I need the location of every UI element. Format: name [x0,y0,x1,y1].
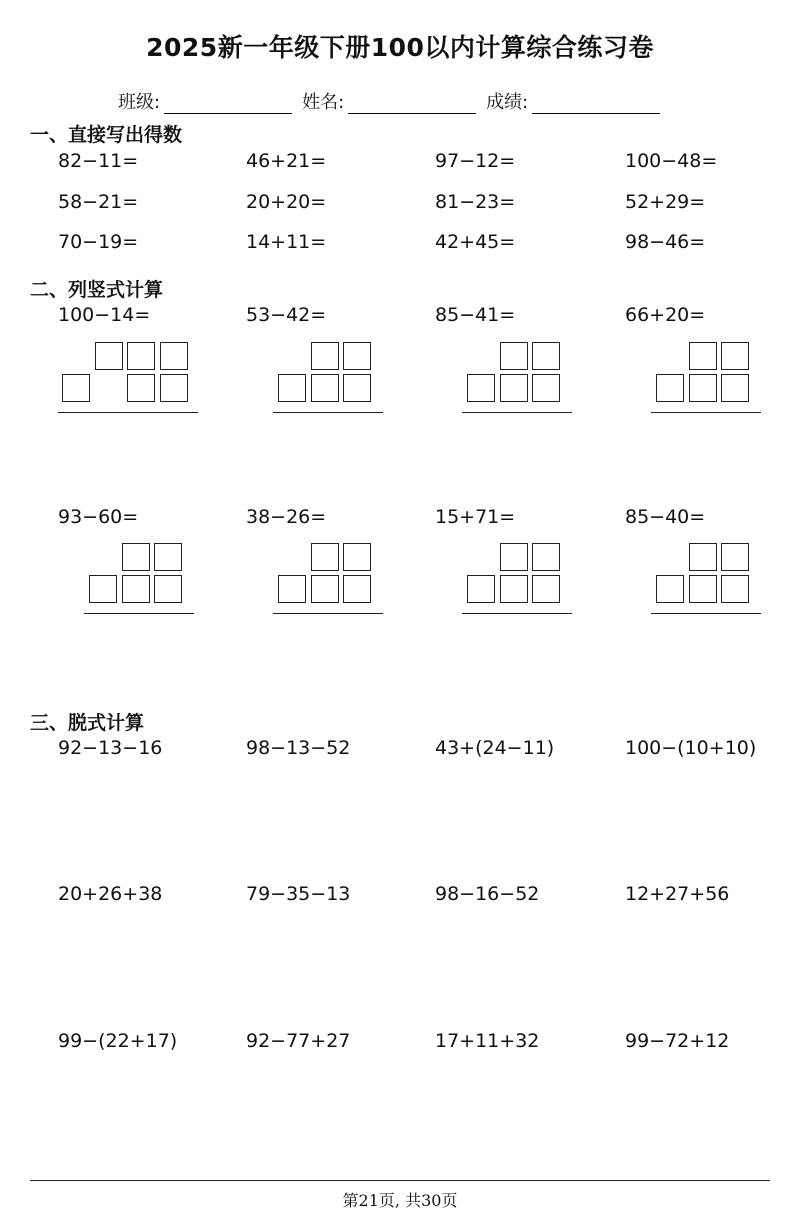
answer-box[interactable] [467,374,495,402]
answer-box[interactable] [721,374,749,402]
answer-box[interactable] [89,575,117,603]
answer-box[interactable] [532,342,560,370]
answer-box[interactable] [532,575,560,603]
problem: 42+45= [435,231,516,253]
answer-box[interactable] [278,374,306,402]
problem: 85−40= [625,506,706,528]
sum-line [462,412,572,413]
answer-box[interactable] [343,342,371,370]
class-label: 班级: [118,92,161,113]
answer-box[interactable] [343,543,371,571]
problem: 98−16−52 [435,883,540,905]
answer-box[interactable] [311,374,339,402]
answer-box[interactable] [343,575,371,603]
problem: 43+(24−11) [435,737,555,759]
score-label: 成绩: [486,92,529,113]
problem: 99−72+12 [625,1030,730,1052]
problem: 20+20= [246,191,327,213]
answer-box[interactable] [122,543,150,571]
page-number: 第21页, 共30页 [342,1191,458,1210]
problem: 100−(10+10) [625,737,757,759]
answer-box[interactable] [127,342,155,370]
answer-box[interactable] [467,575,495,603]
problem: 100−14= [58,304,151,326]
answer-box[interactable] [689,575,717,603]
problem: 12+27+56 [625,883,730,905]
problem: 100−48= [625,150,718,172]
answer-box[interactable] [343,374,371,402]
sum-line [58,412,198,413]
answer-box[interactable] [311,342,339,370]
answer-box[interactable] [154,575,182,603]
answer-box[interactable] [62,374,90,402]
problem: 20+26+38 [58,883,163,905]
sum-line [273,613,383,614]
answer-box[interactable] [95,342,123,370]
answer-box[interactable] [689,543,717,571]
answer-box[interactable] [532,543,560,571]
problem: 97−12= [435,150,516,172]
sum-line [651,613,761,614]
answer-box[interactable] [656,575,684,603]
answer-box[interactable] [127,374,155,402]
answer-box[interactable] [500,575,528,603]
page-title: 2025新一年级下册100以内计算综合练习卷 [146,33,654,62]
answer-box[interactable] [721,575,749,603]
sum-line [84,613,194,614]
problem: 98−46= [625,231,706,253]
problem: 66+20= [625,304,706,326]
answer-box[interactable] [500,342,528,370]
answer-box[interactable] [689,342,717,370]
problem: 46+21= [246,150,327,172]
sum-line [462,613,572,614]
problem: 92−13−16 [58,737,163,759]
answer-box[interactable] [500,374,528,402]
problem: 92−77+27 [246,1030,351,1052]
section-heading-direct: 一、直接写出得数 [30,124,183,146]
answer-box[interactable] [160,374,188,402]
name-blank[interactable] [348,95,476,114]
problem: 98−13−52 [246,737,351,759]
answer-box[interactable] [656,374,684,402]
answer-box[interactable] [154,543,182,571]
student-info-row [118,88,670,114]
name-label: 姓名: [302,92,345,113]
answer-box[interactable] [311,575,339,603]
score-blank[interactable] [532,95,660,114]
problem: 82−11= [58,150,139,172]
problem: 85−41= [435,304,516,326]
problem: 79−35−13 [246,883,351,905]
answer-box[interactable] [532,374,560,402]
problem: 52+29= [625,191,706,213]
answer-box[interactable] [689,374,717,402]
section-heading-vertical: 二、列竖式计算 [30,279,164,301]
problem: 70−19= [58,231,139,253]
problem: 15+71= [435,506,516,528]
problem: 38−26= [246,506,327,528]
class-blank[interactable] [164,95,292,114]
answer-box[interactable] [278,575,306,603]
section-heading-stepwise: 三、脱式计算 [30,712,145,734]
sum-line [273,412,383,413]
sum-line [651,412,761,413]
problem: 93−60= [58,506,139,528]
problem: 81−23= [435,191,516,213]
answer-box[interactable] [721,342,749,370]
answer-box[interactable] [500,543,528,571]
problem: 53−42= [246,304,327,326]
problem: 58−21= [58,191,139,213]
answer-box[interactable] [311,543,339,571]
footer-divider [30,1180,770,1181]
problem: 99−(22+17) [58,1030,178,1052]
problem: 14+11= [246,231,327,253]
answer-box[interactable] [721,543,749,571]
answer-box[interactable] [160,342,188,370]
answer-box[interactable] [122,575,150,603]
problem: 17+11+32 [435,1030,540,1052]
